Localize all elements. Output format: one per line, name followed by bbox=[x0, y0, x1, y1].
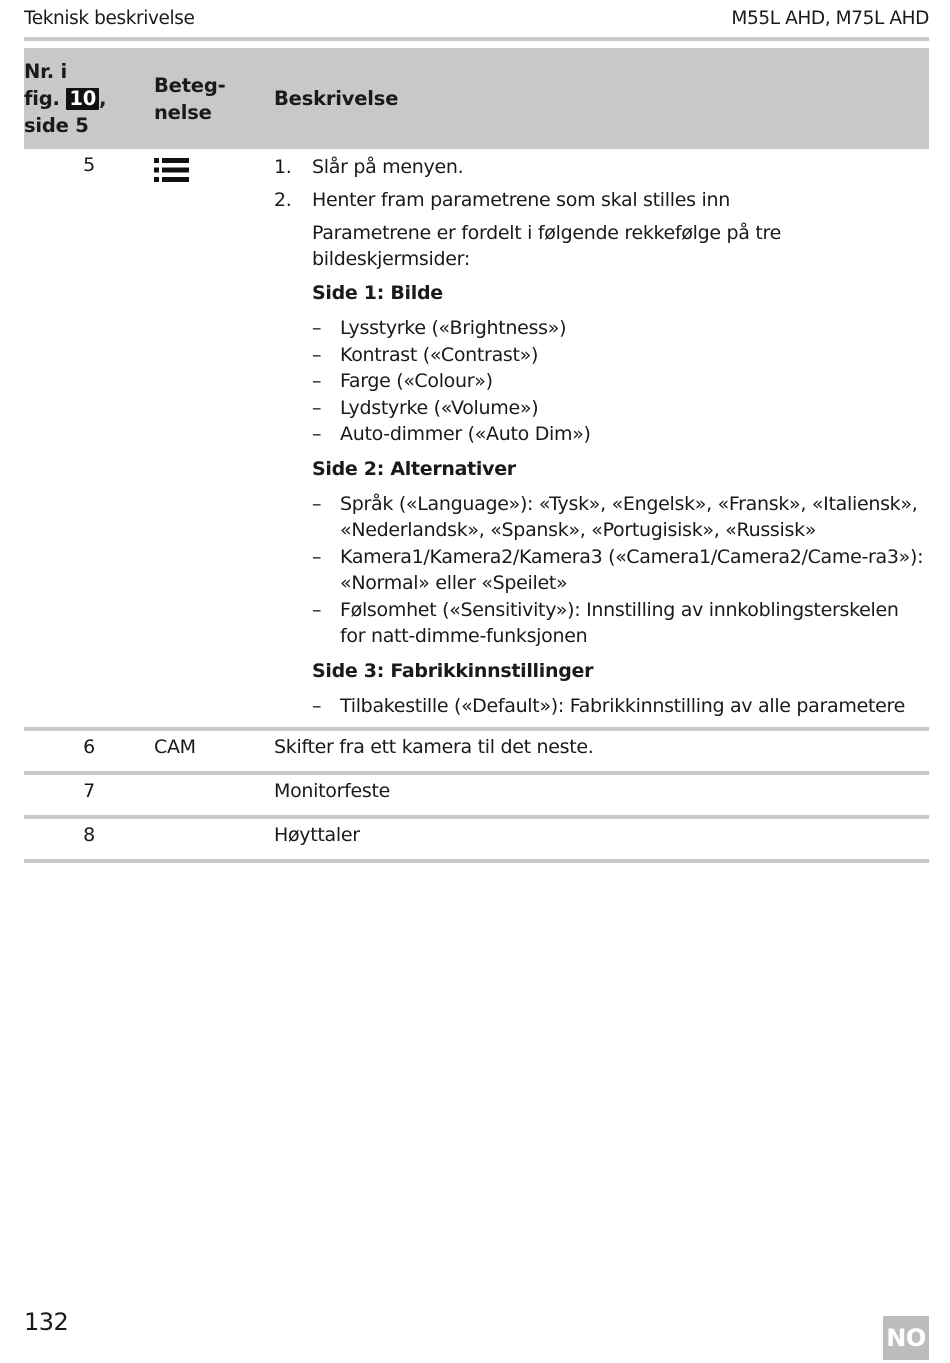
list-item: – Lydstyrke («Volume») bbox=[312, 396, 539, 419]
row-number: 7 bbox=[83, 780, 95, 802]
row-betegnelse bbox=[154, 773, 274, 817]
row-number: 6 bbox=[83, 736, 95, 758]
list-item: – Følsomhet («Sensitivity»): Innstilling av innkoblingsterskelen for natt-dimme-funksjonen bbox=[312, 598, 899, 647]
page-number: 132 bbox=[24, 1308, 69, 1336]
table-row bbox=[24, 773, 929, 817]
model-names: M55L AHD, M75L AHD bbox=[731, 8, 929, 29]
header-divider bbox=[24, 37, 929, 41]
row-beskrivelse: Skifter fra ett kamera til det neste. bbox=[274, 736, 594, 758]
table-row bbox=[24, 817, 929, 861]
figure-reference-badge: 10 bbox=[66, 88, 99, 110]
header-betegnelse: Beteg- nelse bbox=[154, 48, 274, 149]
table-row bbox=[24, 149, 929, 729]
list-item: – Kontrast («Contrast») bbox=[312, 343, 539, 366]
list-item: 2. Henter fram parametrene som skal stilles inn bbox=[274, 189, 730, 211]
list-item: – Språk («Language»): «Tysk», «Engelsk», «Fransk», «Italiensk», «Nederlandsk», «Spansk», «Portugisisk», «Russisk» bbox=[312, 492, 918, 541]
description-table bbox=[24, 48, 929, 863]
list-item: – Auto-dimmer («Auto Dim») bbox=[312, 423, 591, 445]
menu-description bbox=[274, 149, 929, 729]
page-2-list bbox=[312, 491, 929, 650]
page-1-heading: Side 1: Bilde bbox=[312, 282, 443, 304]
page-header bbox=[24, 6, 929, 32]
row-betegnelse bbox=[154, 817, 274, 861]
list-item: – Tilbakestille («Default»): Fabrikkinnstilling av alle parametere bbox=[312, 694, 906, 717]
page-3-heading: Side 3: Fabrikkinnstillinger bbox=[312, 659, 594, 682]
table-header-row bbox=[24, 48, 929, 149]
table-row bbox=[24, 729, 929, 773]
row-number: 8 bbox=[83, 824, 95, 846]
list-item: 1. Slår på menyen. bbox=[274, 156, 464, 178]
header-beskrivelse: Beskrivelse bbox=[274, 48, 929, 149]
row-beskrivelse: Høyttaler bbox=[274, 824, 360, 846]
section-title: Teknisk beskrivelse bbox=[24, 8, 195, 29]
page-3-list bbox=[312, 693, 929, 720]
row-betegnelse: CAM bbox=[154, 736, 196, 758]
row-beskrivelse: Monitorfeste bbox=[274, 780, 391, 802]
header-nr: Nr. i fig. 10 , side 5 bbox=[24, 48, 154, 149]
menu-list-icon bbox=[154, 157, 190, 183]
row-number: 5 bbox=[83, 154, 95, 176]
list-item: – Farge («Colour») bbox=[312, 370, 493, 392]
language-badge: NO bbox=[883, 1316, 929, 1360]
page-2-heading: Side 2: Alternativer bbox=[312, 457, 516, 480]
page-1-list bbox=[312, 315, 929, 448]
intro-text: Parametrene er fordelt i følgende rekkefølge på tre bildeskjermsider: bbox=[312, 222, 782, 270]
list-item: – Kamera1/Kamera2/Kamera3 («Camera1/Camera2/Came-ra3»): «Normal» eller «Speilet» bbox=[312, 545, 924, 594]
list-item: – Lysstyrke («Brightness») bbox=[312, 317, 567, 339]
